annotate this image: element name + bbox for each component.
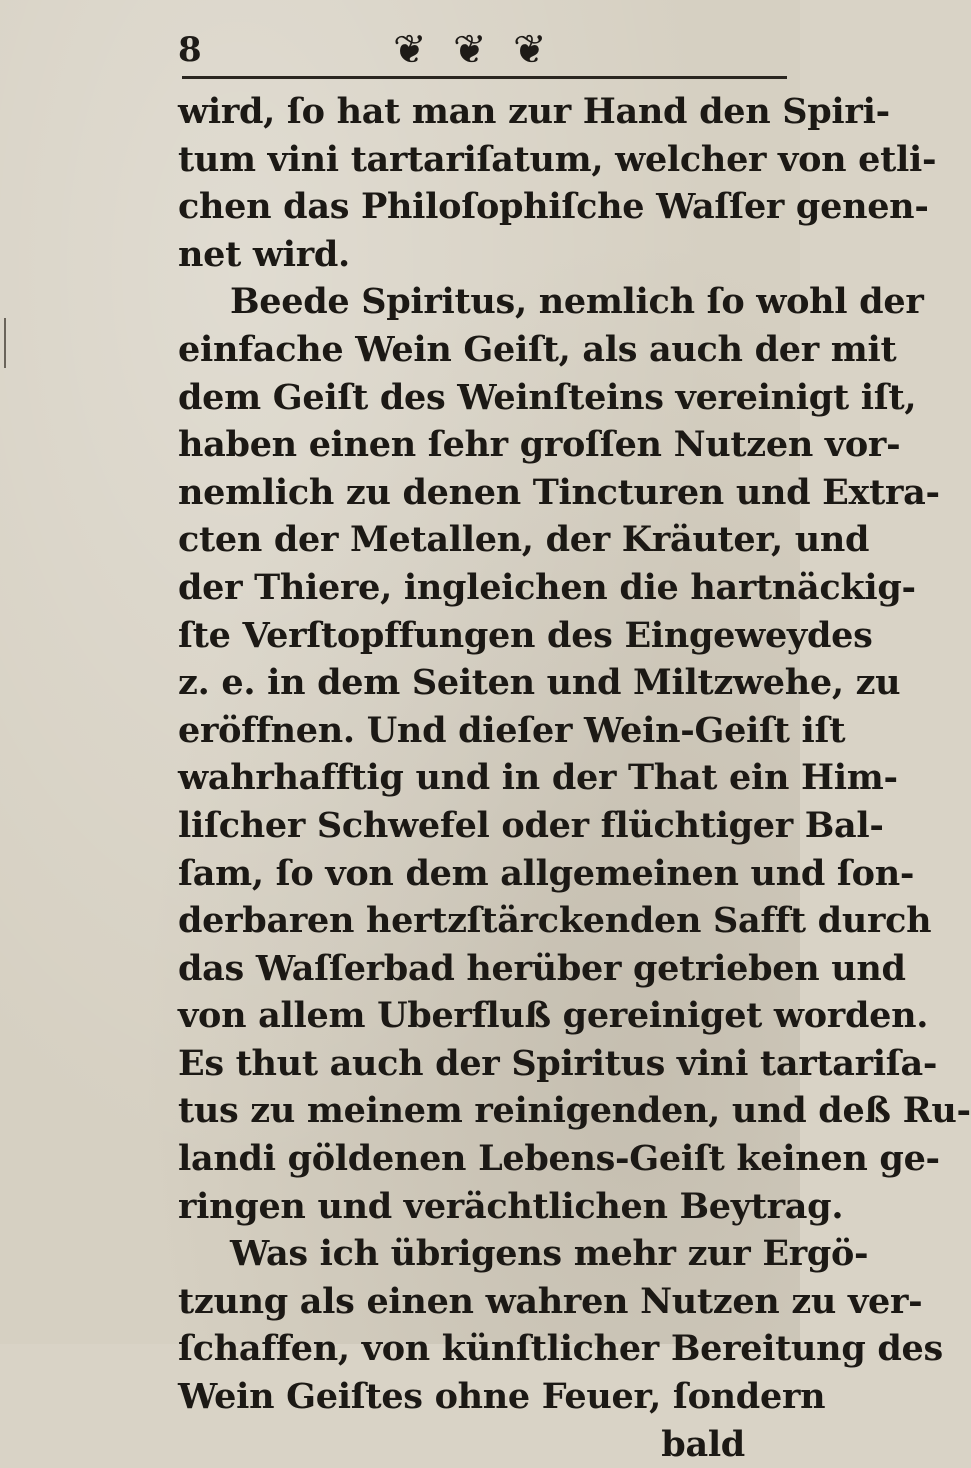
margin-mark (4, 318, 6, 368)
text-line: nemlich zu denen Tincturen und Extra- (178, 471, 940, 513)
page-number: 8 (178, 30, 202, 70)
text-line: Beede Spiritus, nemlich ſo wohl der (230, 281, 924, 323)
text-line: Was ich übrigens mehr zur Ergö- (230, 1233, 869, 1275)
text-line: eröffnen. Und dieſer Wein-Geiſt iſt (178, 709, 846, 751)
text-line: landi göldenen Lebens-Geiſt keinen ge- (178, 1138, 940, 1180)
text-line: dem Geiſt des Weinſteins vereinigt iſt, (178, 376, 917, 418)
text-line: einfache Wein Geiſt, als auch der mit (178, 328, 897, 370)
text-line: Es thut auch der Spiritus vini tartariſa- (178, 1042, 938, 1084)
text-line: liſcher Schwefel oder flüchtiger Bal- (178, 804, 884, 846)
text-line: haben einen ſehr groſſen Nutzen vor- (178, 424, 901, 466)
text-line: cten der Metallen, der Kräuter, und (178, 519, 870, 561)
text-line: z. e. in dem Seiten und Miltzwehe, zu (178, 662, 901, 704)
ornament-icon: ❦ (393, 27, 427, 73)
page-header (178, 26, 778, 74)
text-line: tus zu meinem reinigenden, und deß Ru- (178, 1090, 971, 1132)
ornament-icon: ❦ (513, 27, 547, 73)
text-line: Wein Geiſtes ohne Feuer, ſondern (178, 1376, 826, 1418)
text-line: derbaren hertzſtärckenden Safft durch (178, 900, 932, 942)
text-line: wahrhafftig und in der That ein Him- (178, 757, 898, 799)
ornament-icon: ❦ (453, 27, 487, 73)
text-line: wird, ſo hat man zur Hand den Spiri- (178, 91, 890, 132)
text-line: tum vini tartariſatum, welcher von etli- (178, 138, 937, 180)
text-line: ſchaffen, von künſtlicher Bereitung des (178, 1328, 943, 1370)
text-line: von allem Uberfluß gereiniget worden. (178, 995, 929, 1037)
text-line: net wird. (178, 233, 350, 275)
header-rule (182, 76, 787, 79)
text-line: ringen und verächtlichen Beytrag. (178, 1185, 844, 1227)
text-line: tzung als einen wahren Nutzen zu ver- (178, 1280, 923, 1322)
text-line: der Thiere, ingleichen die hartnäckig- (178, 566, 916, 608)
text-line: chen das Philoſophiſche Waſſer genen- (178, 186, 929, 228)
text-line: ſam, ſo von dem allgemeinen und ſon- (178, 852, 915, 894)
catchword: bald (661, 1423, 745, 1465)
text-line: ſte Verſtopffungen des Eingeweydes (178, 614, 873, 656)
body-text (178, 88, 971, 1468)
text-line: das Waſſerbad herüber getrieben und (178, 947, 906, 989)
